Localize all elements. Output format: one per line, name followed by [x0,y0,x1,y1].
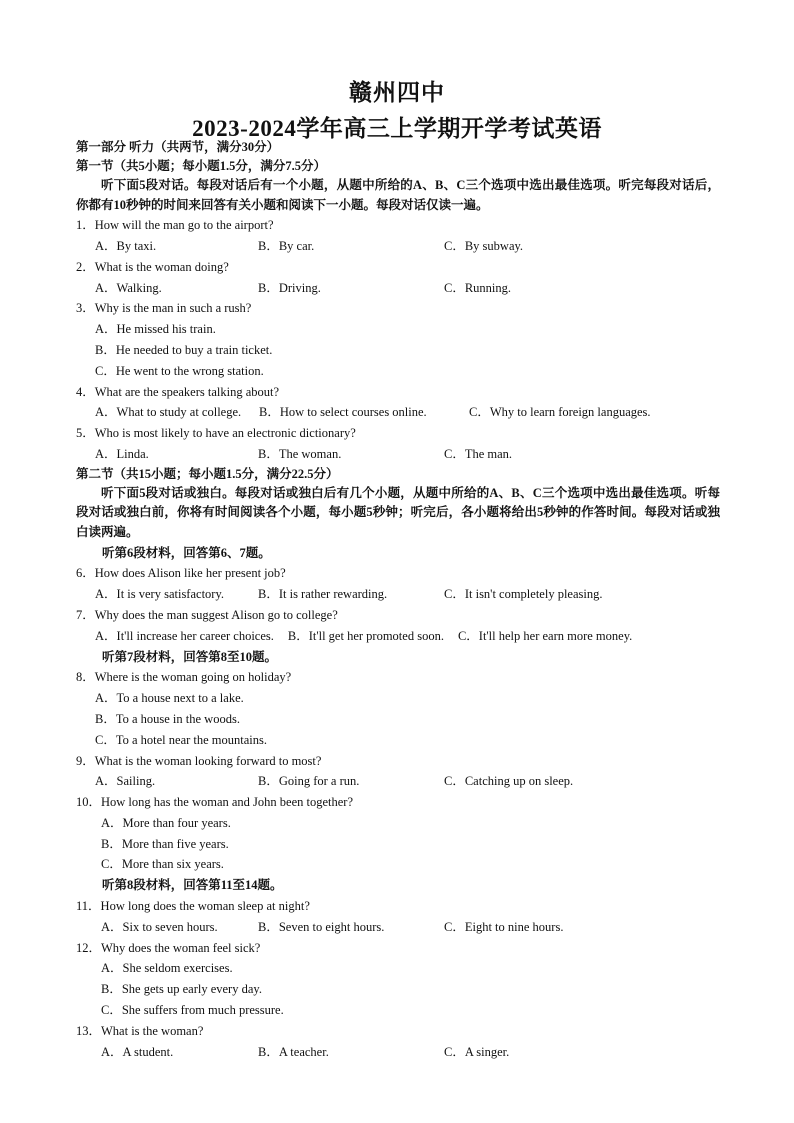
options-6 [76,584,720,605]
question-6: 6．How does Alison like her present job? [76,566,286,581]
option-b: B．It is rather rewarding. [258,587,388,602]
option-c: C．He went to the wrong station. [95,363,264,378]
option-a: A．A student. [101,1044,174,1059]
exam-title: 2023-2024学年高三上学期开学考试英语 [192,116,602,141]
options-5 [76,444,720,465]
option-a: A．Walking. [95,280,162,295]
option-c: C．More than six years. [101,857,224,872]
section2-title: 第二节（共15小题；每小题1.5分，满分22.5分） [76,466,339,481]
question-7: 7．Why does the man suggest Alison go to college? [76,607,338,622]
question-4: 4．What are the speakers talking about? [76,384,280,399]
option-c: C．Why to learn foreign languages. [469,405,651,420]
options-7 [76,626,720,647]
option-c: C．It isn't completely pleasing. [444,587,603,602]
option-b: B．More than five years. [101,836,229,851]
option-a: A．More than four years. [101,815,231,830]
question-10: 10．How long has the woman and John been together? [76,795,354,810]
option-c: C．By subway. [444,238,524,253]
option-a: A．Linda. [95,446,149,461]
options-2 [76,278,720,299]
option-a: A．He missed his train. [95,322,216,337]
option-b: B．By car. [258,238,315,253]
option-a: A．Sailing. [95,774,156,789]
section1-instructions: 听下面5段对话。每段对话后有一个小题，从题中所给的A、B、C三个选项中选出最佳选项。听完每段对话后，你都有10秒钟的时间来回答有关小题和阅读下一小题。每段对话仅读一遍。 [76,178,720,212]
option-c: C．It'll help her earn more money. [457,628,633,643]
option-b: B．The woman. [258,446,342,461]
options-4 [76,402,720,423]
question-8: 8．Where is the woman going on holiday? [76,670,292,685]
material-7-heading: 听第7段材料，回答第8至10题。 [102,649,278,664]
question-9: 9．What is the woman looking forward to most? [76,753,322,768]
option-c: C．A singer. [444,1044,510,1059]
option-c: C．To a hotel near the mountains. [95,732,268,747]
option-b: B．How to select courses online. [259,405,427,420]
option-a: A．It is very satisfactory. [95,587,225,602]
options-9 [76,771,720,792]
option-b: B．Going for a run. [258,774,360,789]
question-3: 3．Why is the man in such a rush? [76,301,252,316]
option-b: B．A teacher. [258,1044,329,1059]
question-2: 2．What is the woman doing? [76,259,229,274]
option-a: A．What to study at college. [95,405,242,420]
option-a: A．Six to seven hours. [101,919,218,934]
option-b: B．To a house in the woods. [95,711,240,726]
option-a: A．To a house next to a lake. [95,691,244,706]
option-a: A．By taxi. [95,238,157,253]
option-a: A．It'll increase her career choices. [95,628,274,643]
school-name: 赣州四中 [349,80,445,105]
option-c: C．The man. [444,446,513,461]
option-b: B．Seven to eight hours. [258,919,385,934]
section2-instructions: 听下面5段对话或独白。每段对话或独白后有几个小题，从题中所给的A、B、C三个选项中选出最佳选项。听每段对话或独白前，你将有时间阅读各个小题，每小题5秒钟；听完后，各小题将给出5秒钟的作答时间。每段对话或独白读两遍。 [76,485,720,539]
option-c: C．Eight to nine hours. [444,919,564,934]
exam-content [76,138,720,1062]
options-1 [76,236,720,257]
material-8-heading: 听第8段材料，回答第11至14题。 [102,878,283,893]
options-11 [76,917,720,938]
question-11: 11．How long does the woman sleep at night? [76,899,310,914]
option-c: C．She suffers from much pressure. [101,1003,284,1018]
question-13: 13．What is the woman? [76,1023,204,1038]
option-b: B．Driving. [258,280,321,295]
part-title: 第一部分 听力（共两节，满分30分） [76,140,280,154]
option-b: B．He needed to buy a train ticket. [95,342,273,357]
material-6-heading: 听第6段材料，回答第6、7题。 [102,545,271,560]
option-c: C．Running. [444,280,512,295]
option-b: B．She gets up early every day. [101,982,262,997]
section1-title: 第一节（共5小题；每小题1.5分，满分7.5分） [76,159,327,173]
question-1: 1．How will the man go to the airport? [76,218,274,233]
question-5: 5．Who is most likely to have an electronic dictionary? [76,426,356,441]
question-12: 12．Why does the woman feel sick? [76,940,261,955]
option-b: B．It'll get her promoted soon. [287,628,444,643]
options-13 [76,1042,720,1063]
option-c: C．Catching up on sleep. [444,774,574,789]
option-a: A．She seldom exercises. [101,961,233,976]
